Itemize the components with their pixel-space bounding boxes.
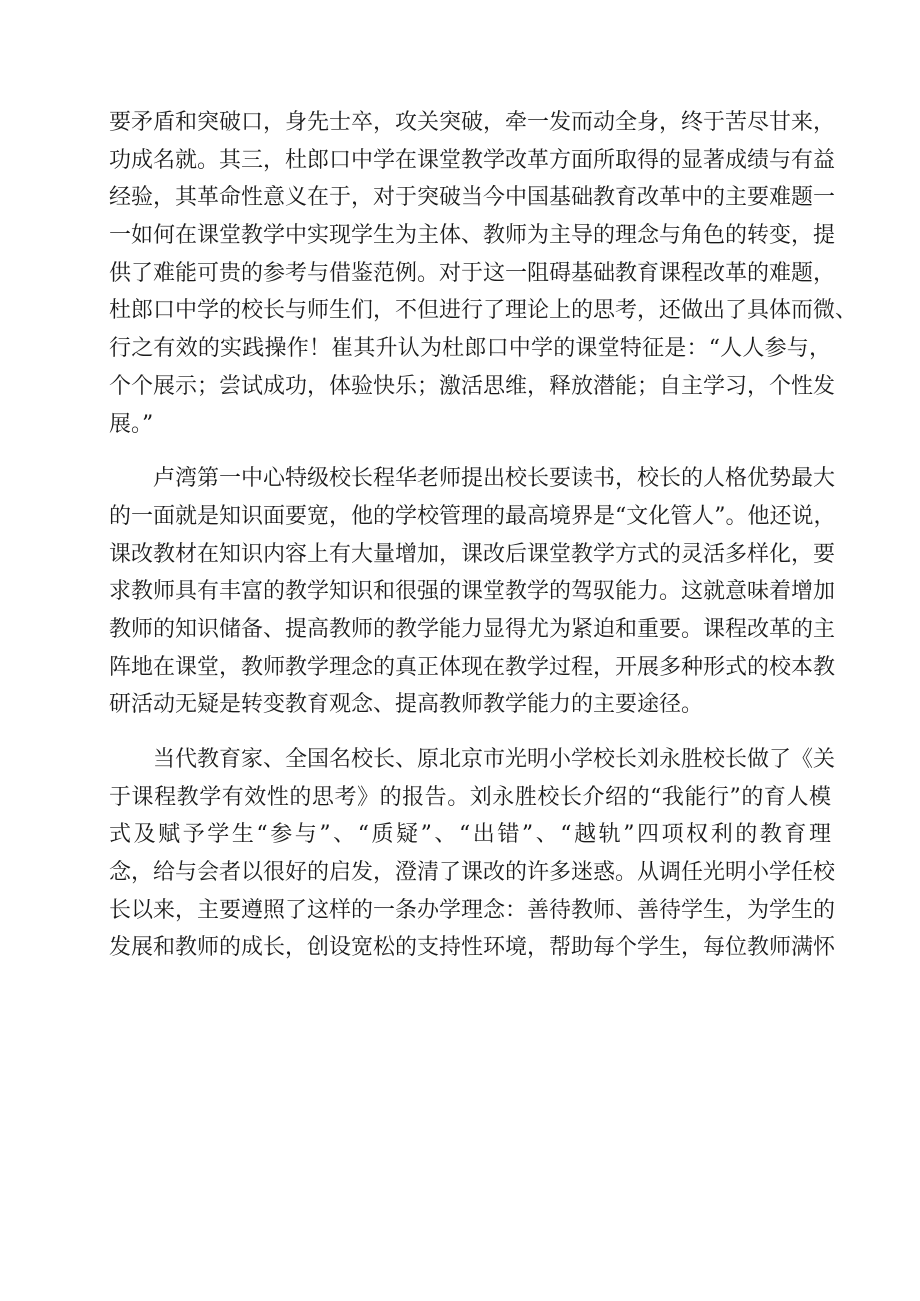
- text-line: [109, 217, 836, 255]
- line-text: 功成名就。其三，杜郎口中学在课堂教学改革方面所取得的显著成绩与有益: [109, 147, 836, 173]
- text-line: [109, 892, 836, 930]
- line-text: 求教师具有丰富的教学知识和很强的课堂教学的驾驭能力。这就意味着增加: [109, 579, 836, 605]
- line-text: 教师的知识储备、提高教师的教学能力显得尤为紧迫和重要。课程改革的主: [109, 616, 836, 642]
- paragraph-gap: [109, 724, 831, 741]
- line-text: 发展和教师的成长，创设宽松的支持性环境，帮助每个学生，每位教师满怀: [109, 935, 836, 961]
- text-line: [109, 498, 836, 536]
- text-line: [109, 104, 836, 142]
- text-line: [109, 330, 831, 368]
- text-line: [109, 686, 831, 724]
- line-text: 式及赋予学生“参与”、“质疑”、“出错”、“越轨”四项权利的教育理: [109, 822, 831, 848]
- line-text: 个个展示；尝试成功，体验快乐；激活思维，释放潜能；自主学习，个性发: [109, 373, 836, 399]
- line-text: 要矛盾和突破口，身先士卒，攻关突破，牵一发而动全身，终于苦尽甘来，: [109, 110, 836, 135]
- text-line: [109, 536, 836, 574]
- paragraph-gap: [109, 443, 831, 460]
- line-text: 杜郎口中学的校长与师生们，不但进行了理论上的思考，还做出了具体而微、: [109, 298, 858, 324]
- text-line: [109, 649, 836, 687]
- text-line: [109, 460, 836, 498]
- line-text: 当代教育家、全国名校长、原北京市光明小学校长刘永胜校长做了《关: [153, 747, 836, 772]
- line-text: 展。”: [109, 411, 154, 437]
- line-text: 于课程教学有效性的思考》的报告。刘永胜校长介绍的“我能行”的育人模: [109, 784, 831, 810]
- line-text: 行之有效的实践操作！崔其升认为杜郎口中学的课堂特征是：“人人参与，: [109, 336, 831, 362]
- text-line: [109, 255, 836, 293]
- line-text: 念，给与会者以很好的启发，澄清了课改的许多迷惑。从调任光明小学任校: [109, 860, 836, 886]
- text-line: [109, 292, 858, 330]
- text-line: [109, 779, 831, 817]
- document-page: [109, 104, 858, 967]
- line-text: 阵地在课堂，教师教学理念的真正体现在教学过程，开展多种形式的校本教: [109, 654, 836, 680]
- text-line: [109, 741, 836, 779]
- text-line: [109, 368, 836, 406]
- line-text: 一如何在课堂教学中实现学生为主体、教师为主导的理念与角色的转变，提: [109, 223, 836, 249]
- text-line: [109, 816, 831, 854]
- text-line: [109, 142, 836, 180]
- line-text: 的一面就是知识面要宽，他的学校管理的最高境界是“文化管人”。他还说，: [109, 503, 836, 529]
- line-text: 研活动无疑是转变教育观念、提高教师教学能力的主要途径。: [109, 692, 704, 718]
- line-text: 卢湾第一中心特级校长程华老师提出校长要读书，校长的人格优势最大: [153, 466, 836, 492]
- line-text: 供了难能可贵的参考与借鉴范例。对于这一阻碍基础教育课程改革的难题，: [109, 260, 836, 286]
- paragraph-3: [109, 741, 836, 967]
- text-line: [109, 179, 836, 217]
- text-line: [109, 854, 836, 892]
- paragraph-2: [109, 460, 836, 724]
- paragraph-1: [109, 104, 858, 443]
- line-text: 经验，其革命性意义在于，对于突破当今中国基础教育改革中的主要难题一: [109, 185, 836, 211]
- line-text: 长以来，主要遵照了这样的一条办学理念：善待教师、善待学生，为学生的: [109, 897, 836, 923]
- line-text: 课改教材在知识内容上有大量增加，课改后课堂教学方式的灵活多样化，要: [109, 541, 836, 567]
- text-line: [109, 929, 836, 967]
- text-line: [109, 406, 831, 444]
- text-line: [109, 611, 836, 649]
- text-line: [109, 573, 836, 611]
